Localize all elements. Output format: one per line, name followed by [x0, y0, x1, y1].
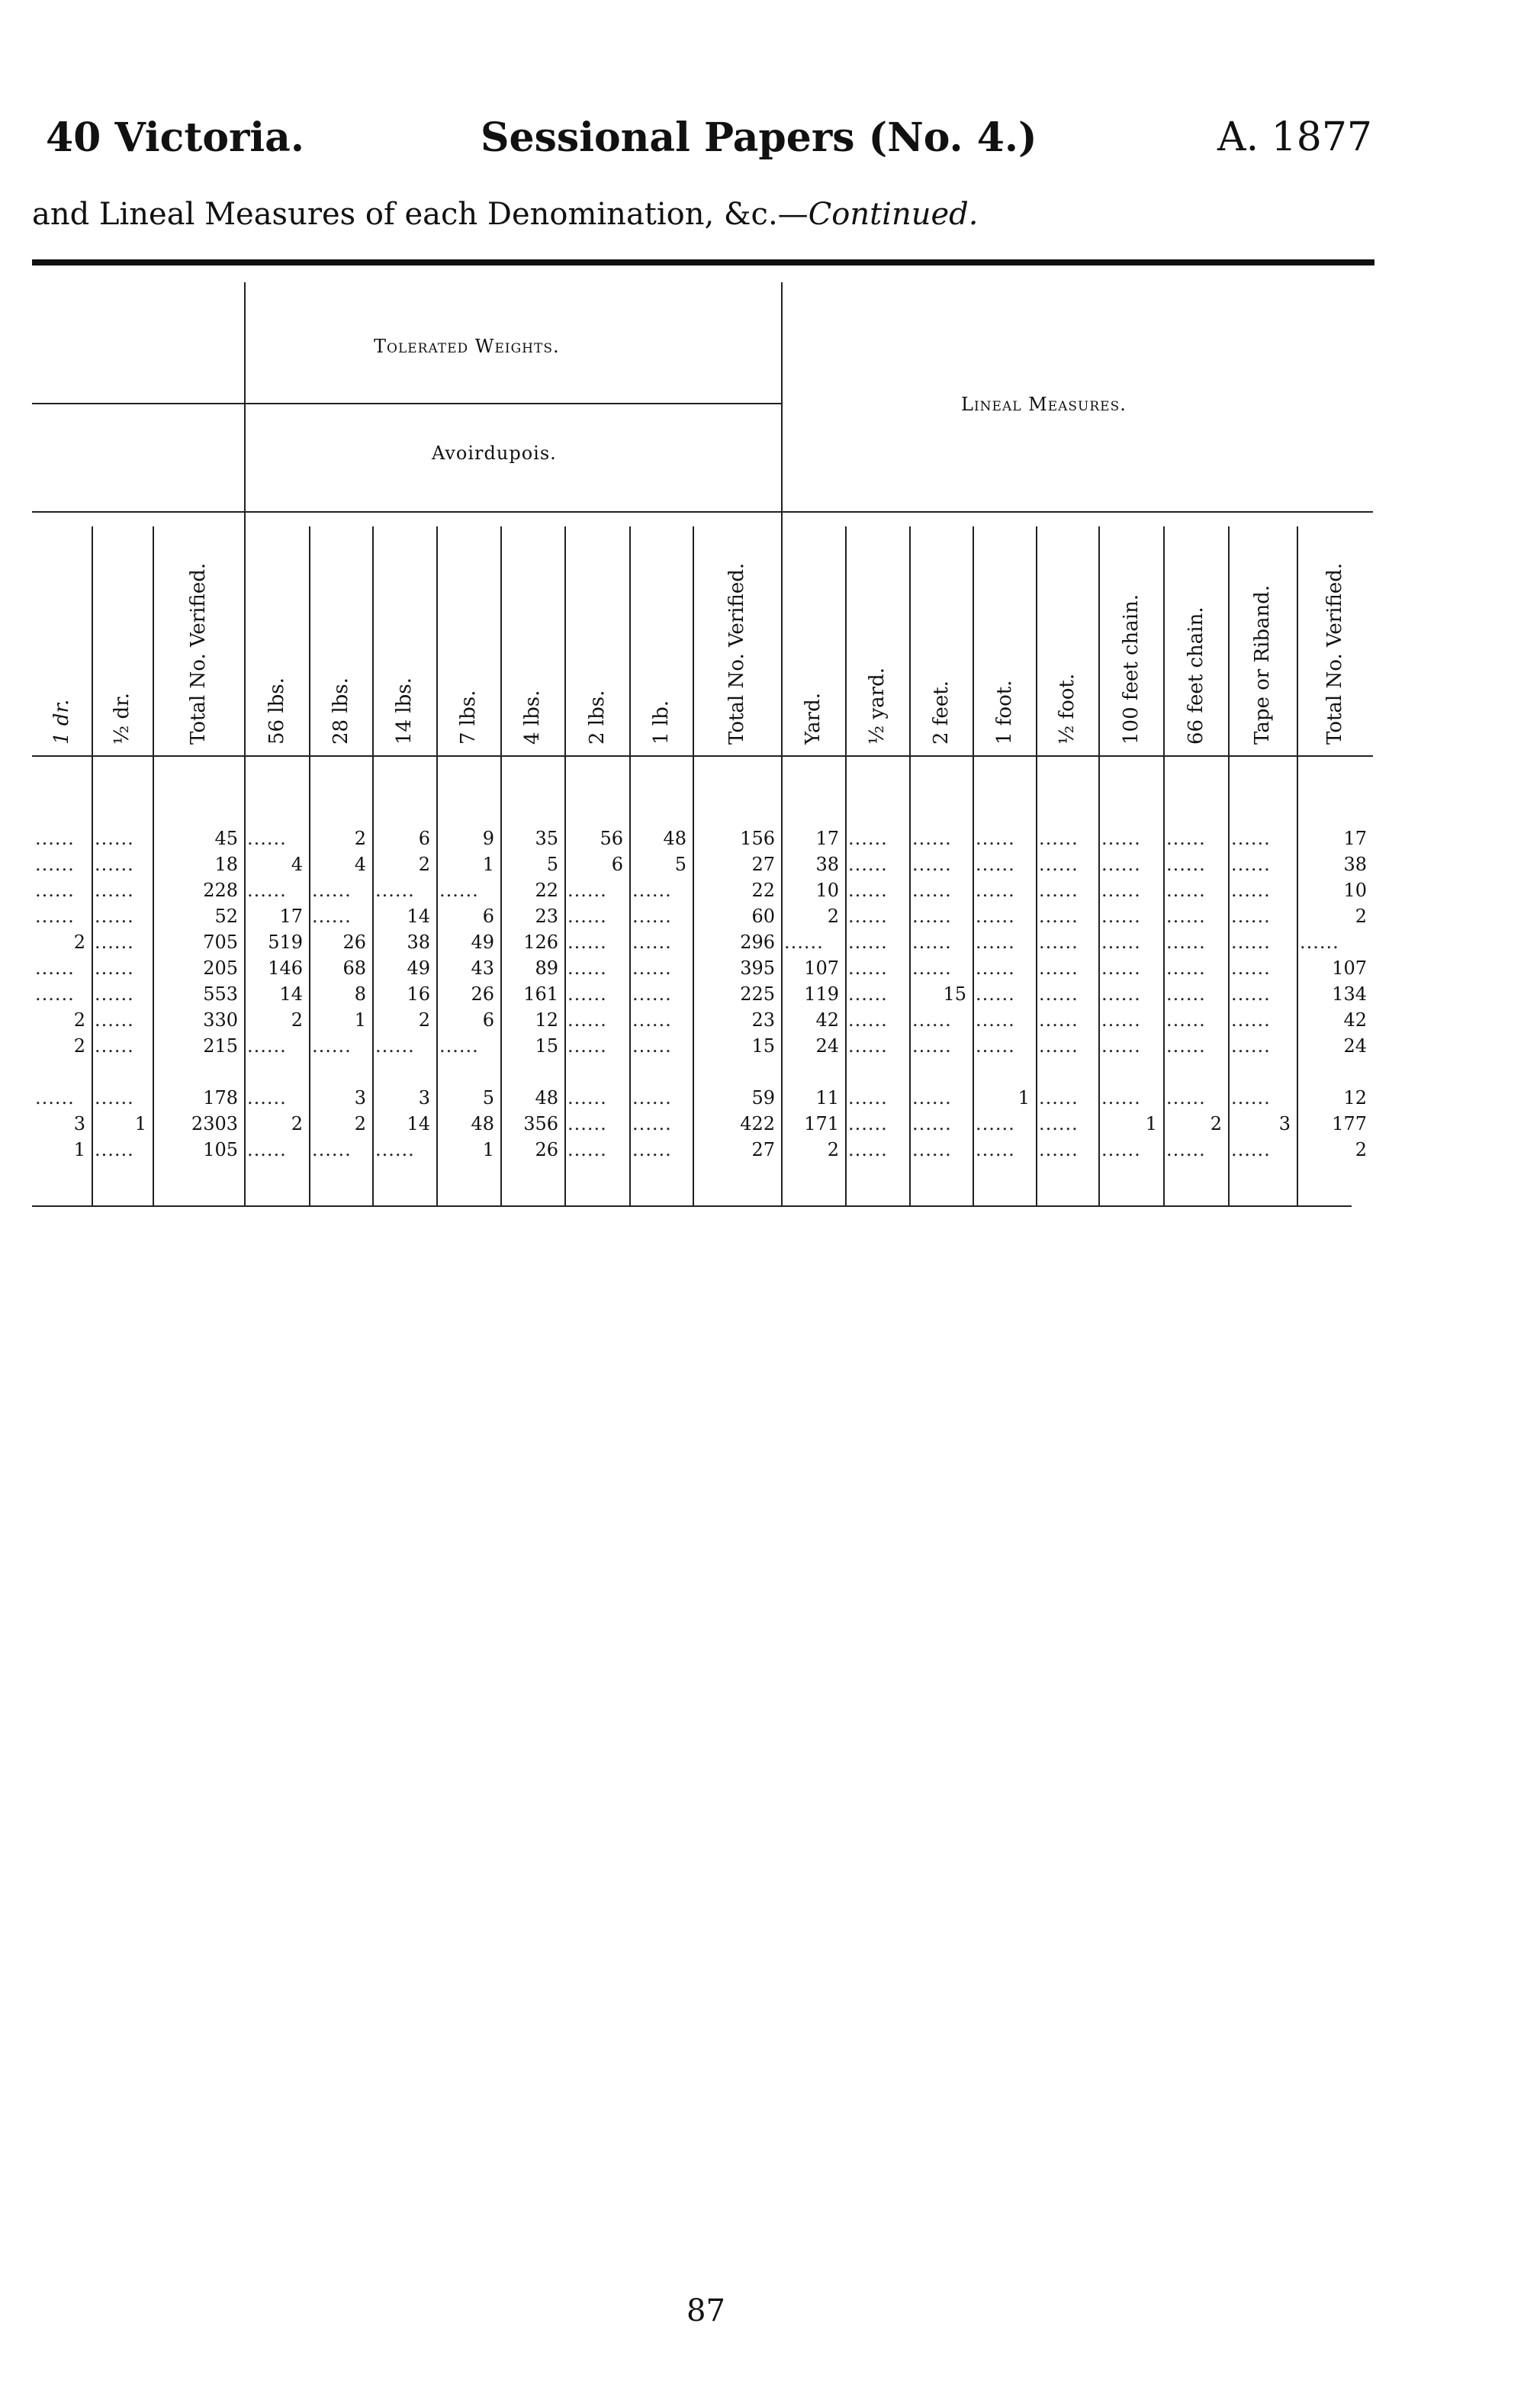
table-cell: 5: [674, 854, 686, 875]
column-header-label: 14 lbs.: [393, 677, 416, 745]
leader-dots: ......: [1166, 957, 1206, 979]
leader-dots: ......: [35, 906, 75, 927]
leader-dots: ......: [1039, 1009, 1079, 1031]
leader-dots: ......: [1039, 932, 1079, 953]
leader-dots: ......: [1166, 1035, 1206, 1057]
leader-dots: ......: [1039, 828, 1079, 849]
table-cell: 2: [354, 828, 366, 849]
leader-dots: ......: [375, 880, 415, 901]
table-cell: 5: [482, 1087, 494, 1109]
leader-dots: ......: [1039, 1113, 1079, 1134]
leader-dots: ......: [375, 1035, 415, 1057]
leader-dots: ......: [976, 1139, 1015, 1160]
leader-dots: ......: [567, 1113, 607, 1134]
leader-dots: ......: [35, 854, 75, 875]
leader-dots: ......: [1101, 828, 1141, 849]
leader-dots: ......: [632, 1009, 672, 1031]
column-header-label: ½ foot.: [1056, 673, 1079, 745]
column-header-label: 2 feet.: [929, 681, 953, 745]
leader-dots: ......: [1039, 1139, 1079, 1160]
header-rule-columns: [32, 511, 1373, 513]
leader-dots: ......: [439, 1035, 479, 1057]
leader-dots: ......: [848, 854, 888, 875]
table-cell: 12: [535, 1009, 558, 1031]
leader-dots: ......: [312, 1035, 352, 1057]
table-cell: 16: [407, 983, 430, 1005]
leader-dots: ......: [632, 880, 672, 901]
table-cell: 107: [1332, 957, 1367, 979]
table-cell: 42: [815, 1009, 839, 1031]
leader-dots: ......: [632, 1087, 672, 1109]
table-cell: 2: [354, 1113, 366, 1134]
table-cell: 2: [1355, 906, 1367, 927]
leader-dots: ......: [95, 906, 134, 927]
table-cell: 22: [751, 880, 775, 901]
leader-dots: ......: [375, 1139, 415, 1160]
leader-dots: ......: [247, 828, 287, 849]
leader-dots: ......: [1231, 1139, 1271, 1160]
table-cell: 2: [827, 1139, 839, 1160]
leader-dots: ......: [1101, 880, 1141, 901]
table-cell: 161: [523, 983, 558, 1005]
column-divider: [845, 526, 847, 1205]
table-cell: 14: [407, 906, 430, 927]
leader-dots: ......: [1101, 854, 1141, 875]
leader-dots: ......: [976, 932, 1015, 953]
header-rule-left: [32, 403, 244, 404]
table-cell: 356: [523, 1113, 558, 1134]
table-cell: 225: [740, 983, 775, 1005]
column-divider: [1228, 526, 1230, 1205]
table-cell: 2303: [191, 1113, 238, 1134]
group-avoirdupois: Avoirdupois.: [432, 442, 557, 464]
column-header-label: 1 lb.: [649, 700, 673, 745]
table-cell: 23: [751, 1009, 775, 1031]
leader-dots: ......: [912, 880, 952, 901]
page-number: 87: [686, 2293, 725, 2328]
table-cell: 107: [804, 957, 839, 979]
leader-dots: ......: [848, 1113, 888, 1134]
leader-dots: ......: [1166, 906, 1206, 927]
table-cell: 5: [546, 854, 558, 875]
leader-dots: ......: [912, 1087, 952, 1109]
table-cell: 6: [482, 1009, 494, 1031]
leader-dots: ......: [567, 1139, 607, 1160]
table-cell: 22: [535, 880, 558, 901]
table-cell: 18: [214, 854, 238, 875]
leader-dots: ......: [976, 957, 1015, 979]
leader-dots: ......: [35, 1087, 75, 1109]
leader-dots: ......: [567, 1009, 607, 1031]
column-header-label: Tape or Riband.: [1251, 584, 1274, 745]
table-cell: 68: [342, 957, 366, 979]
leader-dots: ......: [567, 880, 607, 901]
group-lineal-measures: Lineal Measures.: [961, 394, 1127, 415]
leader-dots: ......: [976, 828, 1015, 849]
column-header-label: 1 dr.: [50, 699, 73, 745]
header-rule-avoirdupois: [244, 403, 781, 404]
leader-dots: ......: [976, 854, 1015, 875]
table-cell: 45: [214, 828, 238, 849]
table-cell: 553: [203, 983, 238, 1005]
leader-dots: ......: [1231, 1035, 1271, 1057]
table-cell: 3: [73, 1113, 85, 1134]
leader-dots: ......: [1039, 1087, 1079, 1109]
leader-dots: ......: [632, 906, 672, 927]
column-header-label: ½ yard.: [866, 668, 889, 745]
leader-dots: ......: [1166, 983, 1206, 1005]
column-divider: [1036, 526, 1037, 1205]
table-cell: 1: [134, 1113, 146, 1134]
leader-dots: ......: [95, 932, 134, 953]
leader-dots: ......: [247, 1139, 287, 1160]
leader-dots: ......: [912, 1139, 952, 1160]
table-cell: 1: [1018, 1087, 1030, 1109]
table-cell: 17: [1343, 828, 1367, 849]
leader-dots: ......: [976, 983, 1015, 1005]
table-cell: 24: [1343, 1035, 1367, 1057]
table-cell: 2: [418, 854, 430, 875]
leader-dots: ......: [35, 983, 75, 1005]
leader-dots: ......: [1101, 1035, 1141, 1057]
leader-dots: ......: [567, 932, 607, 953]
table-cell: 17: [815, 828, 839, 849]
table-cell: 1: [482, 1139, 494, 1160]
leader-dots: ......: [976, 1113, 1015, 1134]
leader-dots: ......: [632, 932, 672, 953]
column-divider: [92, 526, 93, 1205]
leader-dots: ......: [912, 1113, 952, 1134]
leader-dots: ......: [912, 932, 952, 953]
column-header-label: Total No. Verified.: [725, 562, 748, 745]
leader-dots: ......: [848, 957, 888, 979]
leader-dots: ......: [1101, 1139, 1141, 1160]
leader-dots: ......: [1300, 932, 1339, 953]
table-cell: 38: [815, 854, 839, 875]
table-cell: 1: [1145, 1113, 1157, 1134]
leader-dots: ......: [567, 1087, 607, 1109]
table-cell: 228: [203, 880, 238, 901]
leader-dots: ......: [912, 854, 952, 875]
leader-dots: ......: [976, 1035, 1015, 1057]
table-cell: 2: [73, 1009, 85, 1031]
table-cell: 2: [73, 1035, 85, 1057]
table-cell: 17: [279, 906, 303, 927]
table-cell: 296: [740, 932, 775, 953]
column-header-label: 2 lbs.: [585, 690, 609, 745]
column-header-label: 7 lbs.: [457, 690, 480, 745]
leader-dots: ......: [632, 1139, 672, 1160]
leader-dots: ......: [1231, 906, 1271, 927]
leader-dots: ......: [1166, 1087, 1206, 1109]
leader-dots: ......: [567, 1035, 607, 1057]
table-cell: 126: [523, 932, 558, 953]
column-header-label: 66 feet chain.: [1184, 607, 1207, 745]
table-cell: 2: [418, 1009, 430, 1031]
leader-dots: ......: [312, 906, 352, 927]
table-cell: 395: [740, 957, 775, 979]
leader-dots: ......: [1231, 854, 1271, 875]
table-cell: 705: [203, 932, 238, 953]
leader-dots: ......: [95, 983, 134, 1005]
leader-dots: ......: [848, 906, 888, 927]
leader-dots: ......: [1231, 880, 1271, 901]
column-divider: [909, 526, 911, 1205]
column-header-label: Total No. Verified.: [1323, 562, 1346, 745]
leader-dots: ......: [1231, 957, 1271, 979]
table-cell: 12: [1343, 1087, 1367, 1109]
leader-dots: ......: [439, 880, 479, 901]
table-cell: 15: [751, 1035, 775, 1057]
leader-dots: ......: [976, 880, 1015, 901]
leader-dots: ......: [632, 1035, 672, 1057]
leader-dots: ......: [848, 828, 888, 849]
column-header-label: ½ dr.: [111, 693, 133, 745]
leader-dots: ......: [247, 1087, 287, 1109]
subtitle-continued: Continued.: [808, 197, 979, 232]
leader-dots: ......: [247, 880, 287, 901]
leader-dots: ......: [912, 1035, 952, 1057]
table-cell: 171: [804, 1113, 839, 1134]
table-cell: 1: [73, 1139, 85, 1160]
table-cell: 43: [471, 957, 494, 979]
table-cell: 11: [815, 1087, 839, 1109]
table-cell: 2: [1210, 1113, 1222, 1134]
header-title: Sessional Papers (No. 4.): [481, 114, 1037, 161]
column-divider: [1163, 526, 1165, 1205]
leader-dots: ......: [848, 1009, 888, 1031]
table-cell: 205: [203, 957, 238, 979]
table-cell: 519: [268, 932, 303, 953]
leader-dots: ......: [912, 957, 952, 979]
leader-dots: ......: [1039, 957, 1079, 979]
table-cell: 26: [535, 1139, 558, 1160]
table-cell: 10: [815, 880, 839, 901]
table-cell: 27: [751, 1139, 775, 1160]
column-header-label: 100 feet chain.: [1119, 594, 1143, 745]
table-cell: 48: [535, 1087, 558, 1109]
table-cell: 49: [471, 932, 494, 953]
table-cell: 89: [535, 957, 558, 979]
leader-dots: ......: [848, 1035, 888, 1057]
leader-dots: ......: [1101, 957, 1141, 979]
leader-dots: ......: [912, 906, 952, 927]
table-cell: 26: [342, 932, 366, 953]
leader-dots: ......: [976, 1009, 1015, 1031]
leader-dots: ......: [1231, 932, 1271, 953]
table-cell: 38: [1343, 854, 1367, 875]
leader-dots: ......: [632, 983, 672, 1005]
table-cell: 2: [827, 906, 839, 927]
table-cell: 119: [804, 983, 839, 1005]
column-header-label: 28 lbs.: [329, 677, 352, 745]
leader-dots: ......: [1166, 854, 1206, 875]
leader-dots: ......: [848, 1087, 888, 1109]
leader-dots: ......: [95, 880, 134, 901]
table-cell: 215: [203, 1035, 238, 1057]
table-cell: 3: [418, 1087, 430, 1109]
table-cell: 178: [203, 1087, 238, 1109]
header-session: 40 Victoria.: [46, 114, 304, 161]
table-cell: 1: [482, 854, 494, 875]
header-rule-body: [32, 755, 1373, 757]
table-cell: 23: [535, 906, 558, 927]
table-cell: 4: [354, 854, 366, 875]
leader-dots: ......: [784, 932, 824, 953]
page-subtitle: [32, 197, 979, 232]
leader-dots: ......: [1039, 983, 1079, 1005]
table-cell: 38: [407, 932, 430, 953]
table-cell: 177: [1332, 1113, 1367, 1134]
table-cell: 134: [1332, 983, 1367, 1005]
group-tolerated-weights: Tolerated Weights.: [374, 336, 560, 357]
table-cell: 9: [482, 828, 494, 849]
table-cell: 6: [418, 828, 430, 849]
leader-dots: ......: [1101, 1009, 1141, 1031]
table-cell: 422: [740, 1113, 775, 1134]
leader-dots: ......: [848, 1139, 888, 1160]
leader-dots: ......: [848, 880, 888, 901]
leader-dots: ......: [1039, 854, 1079, 875]
table-cell: 146: [268, 957, 303, 979]
table-cell: 42: [1343, 1009, 1367, 1031]
table-cell: 2: [1355, 1139, 1367, 1160]
table-cell: 2: [73, 932, 85, 953]
leader-dots: ......: [1166, 1009, 1206, 1031]
leader-dots: ......: [35, 880, 75, 901]
leader-dots: ......: [95, 1035, 134, 1057]
leader-dots: ......: [1039, 880, 1079, 901]
leader-dots: ......: [95, 1009, 134, 1031]
leader-dots: ......: [95, 1139, 134, 1160]
table-cell: 10: [1343, 880, 1367, 901]
leader-dots: ......: [632, 957, 672, 979]
leader-dots: ......: [95, 957, 134, 979]
table-cell: 15: [535, 1035, 558, 1057]
table-cell: 2: [291, 1009, 303, 1031]
column-divider: [1098, 526, 1100, 1205]
table-cell: 48: [663, 828, 686, 849]
leader-dots: ......: [976, 906, 1015, 927]
leader-dots: ......: [1101, 983, 1141, 1005]
leader-dots: ......: [1231, 828, 1271, 849]
column-header-label: Total No. Verified.: [187, 562, 210, 745]
leader-dots: ......: [312, 880, 352, 901]
column-header-label: 56 lbs.: [265, 677, 288, 745]
table-cell: 60: [751, 906, 775, 927]
leader-dots: ......: [35, 957, 75, 979]
table-cell: 24: [815, 1035, 839, 1057]
leader-dots: ......: [1101, 932, 1141, 953]
table-cell: 3: [354, 1087, 366, 1109]
top-rule: [32, 259, 1374, 265]
leader-dots: ......: [1231, 983, 1271, 1005]
table-cell: 6: [611, 854, 623, 875]
leader-dots: ......: [35, 828, 75, 849]
leader-dots: ......: [1231, 1009, 1271, 1031]
table-cell: 2: [291, 1113, 303, 1134]
leader-dots: ......: [567, 906, 607, 927]
table-cell: 330: [203, 1009, 238, 1031]
table-cell: 27: [751, 854, 775, 875]
leader-dots: ......: [912, 1009, 952, 1031]
leader-dots: ......: [1231, 1087, 1271, 1109]
subtitle-main: and Lineal Measures of each Denomination, &c.—: [32, 197, 809, 232]
table-cell: 4: [291, 854, 303, 875]
leader-dots: ......: [1101, 906, 1141, 927]
table-cell: 8: [354, 983, 366, 1005]
leader-dots: ......: [848, 932, 888, 953]
table-cell: 3: [1278, 1113, 1291, 1134]
leader-dots: ......: [95, 828, 134, 849]
leader-dots: ......: [1166, 932, 1206, 953]
leader-dots: ......: [848, 983, 888, 1005]
table-cell: 59: [751, 1087, 775, 1109]
leader-dots: ......: [1166, 1139, 1206, 1160]
leader-dots: ......: [1166, 880, 1206, 901]
table-cell: 15: [943, 983, 966, 1005]
bottom-rule: [32, 1205, 1352, 1207]
leader-dots: ......: [567, 983, 607, 1005]
table-cell: 105: [203, 1139, 238, 1160]
leader-dots: ......: [312, 1139, 352, 1160]
table-cell: 56: [600, 828, 623, 849]
table-cell: 14: [407, 1113, 430, 1134]
table-cell: 52: [214, 906, 238, 927]
leader-dots: ......: [1039, 906, 1079, 927]
column-header-label: 4 lbs.: [521, 690, 544, 745]
leader-dots: ......: [1101, 1087, 1141, 1109]
table-cell: 26: [471, 983, 494, 1005]
leader-dots: ......: [247, 1035, 287, 1057]
header-year: A. 1877: [1217, 114, 1372, 160]
table-cell: 1: [354, 1009, 366, 1031]
leader-dots: ......: [1166, 828, 1206, 849]
table-cell: 6: [482, 906, 494, 927]
table-cell: 156: [740, 828, 775, 849]
leader-dots: ......: [567, 957, 607, 979]
table-cell: 48: [471, 1113, 494, 1134]
table-cell: 14: [279, 983, 303, 1005]
column-header-label: Yard.: [802, 693, 825, 745]
leader-dots: ......: [95, 1087, 134, 1109]
leader-dots: ......: [632, 1113, 672, 1134]
leader-dots: ......: [912, 828, 952, 849]
table-cell: 35: [535, 828, 558, 849]
leader-dots: ......: [95, 854, 134, 875]
column-header-label: 1 foot.: [992, 680, 1016, 745]
leader-dots: ......: [1039, 1035, 1079, 1057]
table-cell: 49: [407, 957, 430, 979]
